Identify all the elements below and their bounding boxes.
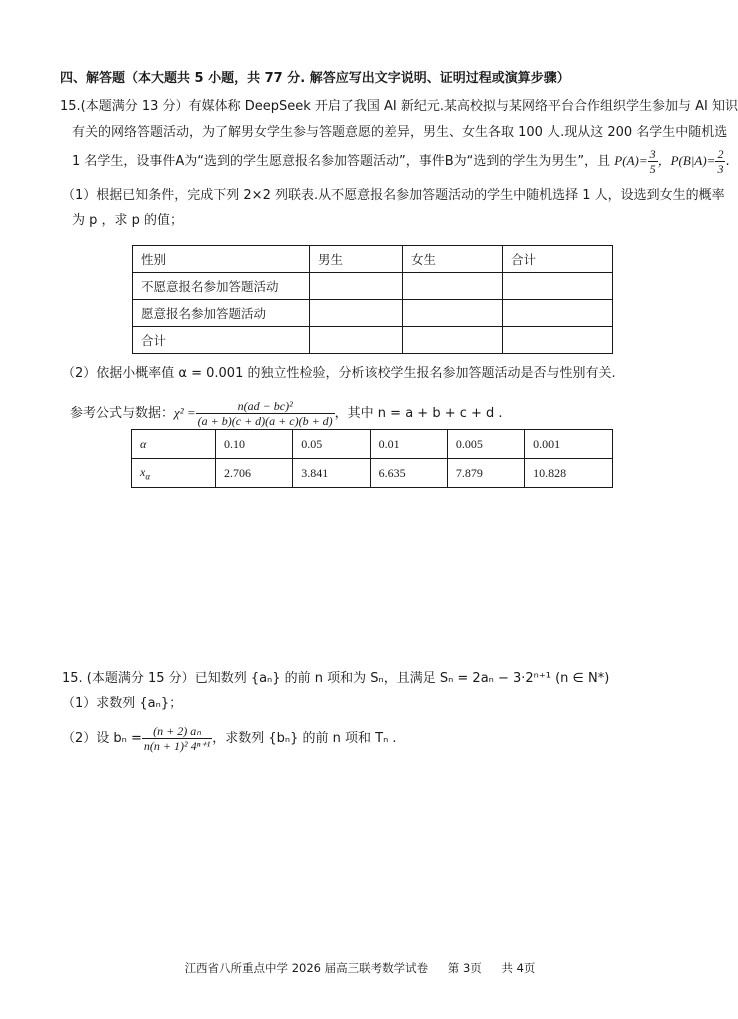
prob-ba-den: 3 <box>717 162 724 176</box>
table-row <box>133 327 613 354</box>
critical-value: 7.879 <box>447 459 524 488</box>
chi-num: n(ad − bc)² <box>196 400 335 414</box>
contingency-table <box>132 245 613 354</box>
q15b-part2-pre: （2）设 bₙ = <box>62 731 142 746</box>
prob-a-num: 3 <box>649 147 656 161</box>
row-label-unwilling: 不愿意报名参加答题活动 <box>133 273 310 300</box>
part2-text: （2）依据小概率值 α = 0.001 的独立性检验，分析该校学生报名参加答题活动是否与性别有关. <box>62 366 616 381</box>
table-row <box>133 246 613 273</box>
alpha-value: 0.05 <box>293 430 370 459</box>
footer-page: 第 3页 <box>447 961 482 975</box>
cell-empty <box>503 273 613 300</box>
b-num: (n + 2) aₙ <box>142 725 212 739</box>
cell-empty <box>403 327 503 354</box>
section-heading: 四、解答题（本大题共 5 小题，共 77 分. 解答应写出文字说明、证明过程或演算步骤） <box>60 71 570 86</box>
table-row <box>132 430 613 459</box>
alpha-value: 0.001 <box>525 430 613 459</box>
critical-value: 3.841 <box>293 459 370 488</box>
part1-line1: （1）根据已知条件，完成下列 2×2 列联表.从不愿意报名参加答题活动的学生中随机选择 1 人，设选到女生的概率 <box>62 188 725 203</box>
q15a-line2: 有关的网络答题活动，为了解男女学生参与答题意愿的差异，男生、女生各取 100 人.现从这 200 名学生中随机选 <box>72 125 728 140</box>
header-total: 合计 <box>503 246 613 273</box>
page-footer <box>0 960 720 976</box>
reference-formula <box>70 398 503 429</box>
header-gender: 性别 <box>133 246 310 273</box>
x-alpha-label <box>132 459 216 488</box>
critical-value: 10.828 <box>525 459 613 488</box>
cell-empty <box>503 327 613 354</box>
prob-ba-label: ，P(B|A)= <box>657 153 716 168</box>
chi-fraction <box>196 400 335 427</box>
alpha-label: α <box>132 430 216 459</box>
row-label-willing: 愿意报名参加答题活动 <box>133 300 310 327</box>
q15b-number: 15. (本题满分 15 分） <box>62 671 195 686</box>
critical-value-table <box>131 429 613 488</box>
alpha-value: 0.005 <box>447 430 524 459</box>
alpha-value: 0.10 <box>216 430 293 459</box>
q15b-part2 <box>62 722 397 756</box>
q15a-text1: 有媒体称 DeepSeek 开启了我国 AI 新纪元.某高校拟与某网络平台合作组织学生参加与 AI 知识 <box>188 99 738 114</box>
b-den: n(n + 1)² 4ⁿ⁺¹ <box>143 739 211 753</box>
q15b-part2-post: ，求数列 {bₙ} 的前 n 项和 Tₙ . <box>212 731 397 746</box>
cell-empty <box>403 273 503 300</box>
formula-where: ，其中 n = a + b + c + d . <box>334 406 503 421</box>
q15b-line1 <box>62 670 609 688</box>
footer-title: 江西省八所重点中学 2026 届高三联考数学试卷 <box>184 961 429 975</box>
table-row <box>133 300 613 327</box>
prob-a-fraction <box>648 148 658 175</box>
ref-label: 参考公式与数据： <box>70 406 175 421</box>
table-row <box>133 273 613 300</box>
prob-a-den: 5 <box>649 162 656 176</box>
cell-empty <box>310 300 403 327</box>
q15b-text1: 已知数列 {aₙ} 的前 n 项和为 Sₙ，且满足 Sₙ = 2aₙ − 3·2ⁿ⁺¹ (n ∈ N*) <box>194 671 610 686</box>
q15a-text3: 1 名学生，设事件A为“选到的学生愿意报名参加答题活动”，事件B为“选到的学生为男生”，且 <box>72 154 611 169</box>
q15a-number: 15.(本题满分 13 分） <box>60 99 189 114</box>
cell-empty <box>310 327 403 354</box>
prob-ba-fraction <box>715 148 725 175</box>
q15b-part1: （1）求数列 {aₙ}； <box>62 696 183 711</box>
cell-empty <box>403 300 503 327</box>
q15a-line3 <box>72 146 730 177</box>
part1-line2: 为 p ，求 p 的值； <box>72 213 184 228</box>
q15a-end: . <box>725 154 730 169</box>
cell-empty <box>503 300 613 327</box>
header-male: 男生 <box>310 246 403 273</box>
critical-value: 2.706 <box>216 459 293 488</box>
prob-ba-num: 2 <box>717 147 724 161</box>
row-label-total: 合计 <box>133 327 310 354</box>
chi-label: χ² = <box>174 405 196 420</box>
x-label: x <box>140 464 146 479</box>
prob-a-label: P(A)= <box>614 153 648 168</box>
critical-value: 6.635 <box>370 459 447 488</box>
header-female: 女生 <box>403 246 503 273</box>
x-sub: α <box>145 471 151 482</box>
q15a-line1 <box>60 98 738 116</box>
chi-den: (a + b)(c + d)(a + c)(b + d) <box>197 414 333 428</box>
table-row <box>132 459 613 488</box>
cell-empty <box>310 273 403 300</box>
alpha-value: 0.01 <box>370 430 447 459</box>
b-fraction <box>142 725 212 752</box>
footer-total: 共 4页 <box>501 961 536 975</box>
